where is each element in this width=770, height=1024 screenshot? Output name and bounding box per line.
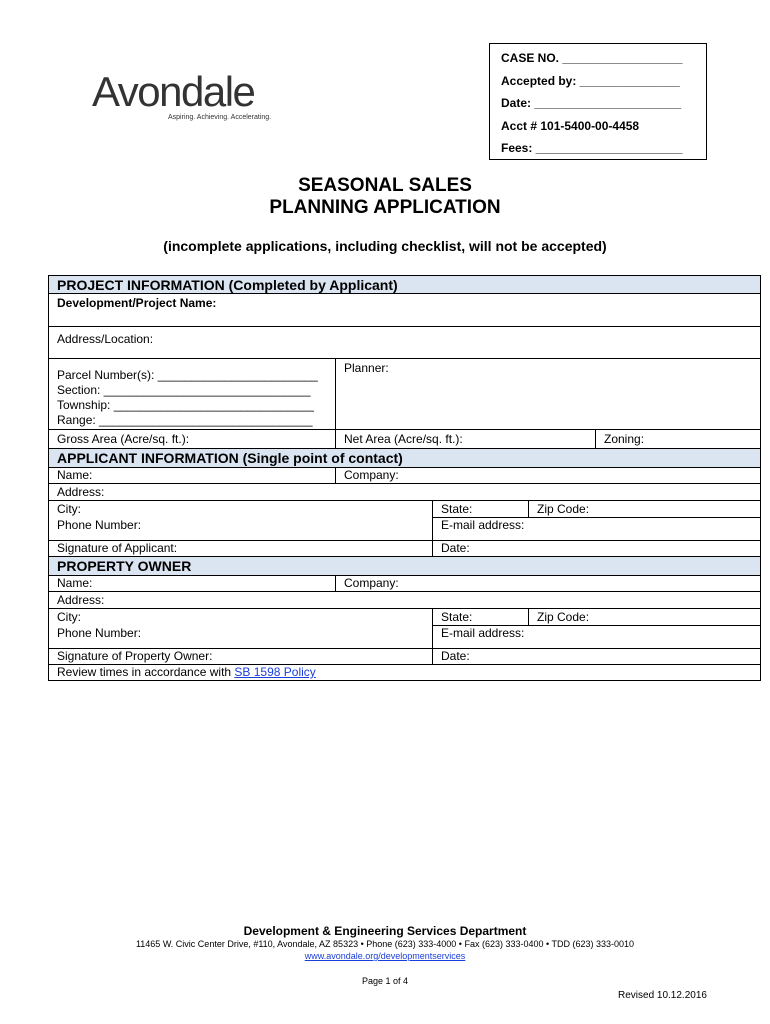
project-name-label: Development/Project Name:: [57, 296, 217, 310]
applicant-email-field[interactable]: [432, 518, 760, 540]
parcel-number-label: Parcel Number(s): ________________________: [57, 368, 318, 382]
applicant-company-label: Company:: [344, 468, 399, 482]
logo-tagline: Aspiring. Achieving. Accelerating.: [168, 114, 272, 121]
footer-website-link[interactable]: www.avondale.org/developmentservices: [304, 951, 466, 961]
case-number-field[interactable]: CASE NO. __________________: [501, 51, 683, 65]
owner-date-label: Date:: [441, 649, 470, 663]
applicant-section-header: APPLICANT INFORMATION (Single point of contact): [49, 449, 760, 468]
section-label: Section: _______________________________: [57, 383, 311, 397]
applicant-zip-field[interactable]: [528, 501, 760, 518]
page-subtitle: (incomplete applications, including checklist, will not be accepted): [163, 238, 607, 254]
address-location-label: Address/Location:: [57, 332, 154, 346]
owner-address-row[interactable]: [49, 592, 760, 609]
owner-city-label: City:: [57, 610, 81, 624]
owner-state-label: State:: [441, 610, 473, 624]
net-area-label: Net Area (Acre/sq. ft.):: [344, 432, 463, 446]
office-use-box: [489, 43, 707, 160]
owner-section-header: PROPERTY OWNER: [49, 557, 760, 576]
planner-field[interactable]: [335, 359, 760, 429]
planner-label: Planner:: [344, 361, 389, 375]
applicant-date-field[interactable]: [432, 541, 760, 556]
owner-company-label: Company:: [344, 576, 399, 590]
applicant-phone-row: [49, 518, 760, 541]
case-date-field[interactable]: Date: ______________________: [501, 96, 682, 110]
fees-field[interactable]: Fees: ______________________: [501, 141, 683, 155]
project-section-header: PROJECT INFORMATION (Completed by Applicant): [49, 275, 760, 294]
applicant-phone-field[interactable]: [49, 518, 432, 540]
account-number: Acct # 101-5400-00-4458: [501, 118, 640, 133]
owner-phone-field[interactable]: [49, 626, 432, 648]
owner-address-label: Address:: [57, 593, 105, 607]
applicant-name-row: [49, 468, 760, 484]
owner-city-field[interactable]: [49, 609, 432, 626]
applicant-date-label: Date:: [441, 541, 470, 555]
application-form: [48, 275, 761, 681]
owner-date-field[interactable]: [432, 649, 760, 664]
applicant-address-row[interactable]: [49, 484, 760, 501]
parcel-block[interactable]: [49, 359, 335, 429]
applicant-city-field[interactable]: [49, 501, 432, 518]
owner-state-field[interactable]: [432, 609, 528, 626]
applicant-city-row: [49, 501, 760, 518]
applicant-state-field[interactable]: [432, 501, 528, 518]
net-area-field[interactable]: [335, 430, 595, 448]
address-location-row[interactable]: [49, 327, 760, 359]
gross-area-field[interactable]: [49, 430, 335, 448]
avondale-logo: [92, 70, 282, 130]
accepted-by-field[interactable]: Accepted by: _______________: [501, 73, 680, 88]
review-times-row: [49, 665, 760, 681]
owner-signature-field[interactable]: [49, 649, 432, 664]
owner-name-field[interactable]: [49, 576, 335, 591]
sb-1598-policy-link[interactable]: SB 1598 Policy: [234, 665, 316, 679]
title-line-1: SEASONAL SALES: [298, 175, 472, 196]
owner-phone-label: Phone Number:: [57, 626, 142, 640]
applicant-signature-row: [49, 541, 760, 557]
zoning-field[interactable]: [595, 430, 760, 448]
applicant-zip-label: Zip Code:: [537, 502, 590, 516]
applicant-company-field[interactable]: [335, 468, 760, 483]
revision-date: Revised 10.12.2016: [618, 990, 707, 1001]
owner-zip-field[interactable]: [528, 609, 760, 626]
applicant-address-label: Address:: [57, 485, 105, 499]
gross-area-label: Gross Area (Acre/sq. ft.):: [57, 432, 190, 446]
owner-name-row: [49, 576, 760, 592]
owner-email-field[interactable]: [432, 626, 760, 648]
page-title: [0, 175, 770, 219]
township-label: Township: ______________________________: [57, 398, 314, 412]
owner-signature-label: Signature of Property Owner:: [57, 649, 213, 663]
applicant-phone-label: Phone Number:: [57, 518, 142, 532]
applicant-signature-field[interactable]: [49, 541, 432, 556]
owner-signature-row: [49, 649, 760, 665]
owner-city-row: [49, 609, 760, 626]
owner-zip-label: Zip Code:: [537, 610, 590, 624]
owner-company-field[interactable]: [335, 576, 760, 591]
page-number: Page 1 of 4: [361, 976, 409, 986]
footer-department: Development & Engineering Services Department: [243, 924, 527, 938]
range-label: Range: ________________________________: [57, 413, 313, 427]
owner-name-label: Name:: [57, 576, 93, 590]
applicant-email-label: E-mail address:: [441, 518, 525, 532]
applicant-name-field[interactable]: [49, 468, 335, 483]
owner-phone-row: [49, 626, 760, 649]
applicant-name-label: Name:: [57, 468, 93, 482]
parcel-planner-row: [49, 359, 760, 430]
applicant-city-label: City:: [57, 502, 81, 516]
applicant-state-label: State:: [441, 502, 473, 516]
review-times-label: Review times in accordance with: [57, 665, 235, 679]
footer-address: 11465 W. Civic Center Drive, #110, Avondale, AZ 85323 • Phone (623) 333-4000 • Fax (623) 333-0400 • TDD (623) 333-0010: [135, 939, 635, 949]
area-zoning-row: [49, 430, 760, 449]
project-name-row[interactable]: [49, 294, 760, 327]
zoning-label: Zoning:: [604, 432, 645, 446]
owner-email-label: E-mail address:: [441, 626, 525, 640]
applicant-signature-label: Signature of Applicant:: [57, 541, 178, 555]
logo-wordmark: Avondale: [92, 68, 255, 115]
title-line-2: PLANNING APPLICATION: [269, 197, 501, 218]
review-times-text: [49, 665, 760, 680]
